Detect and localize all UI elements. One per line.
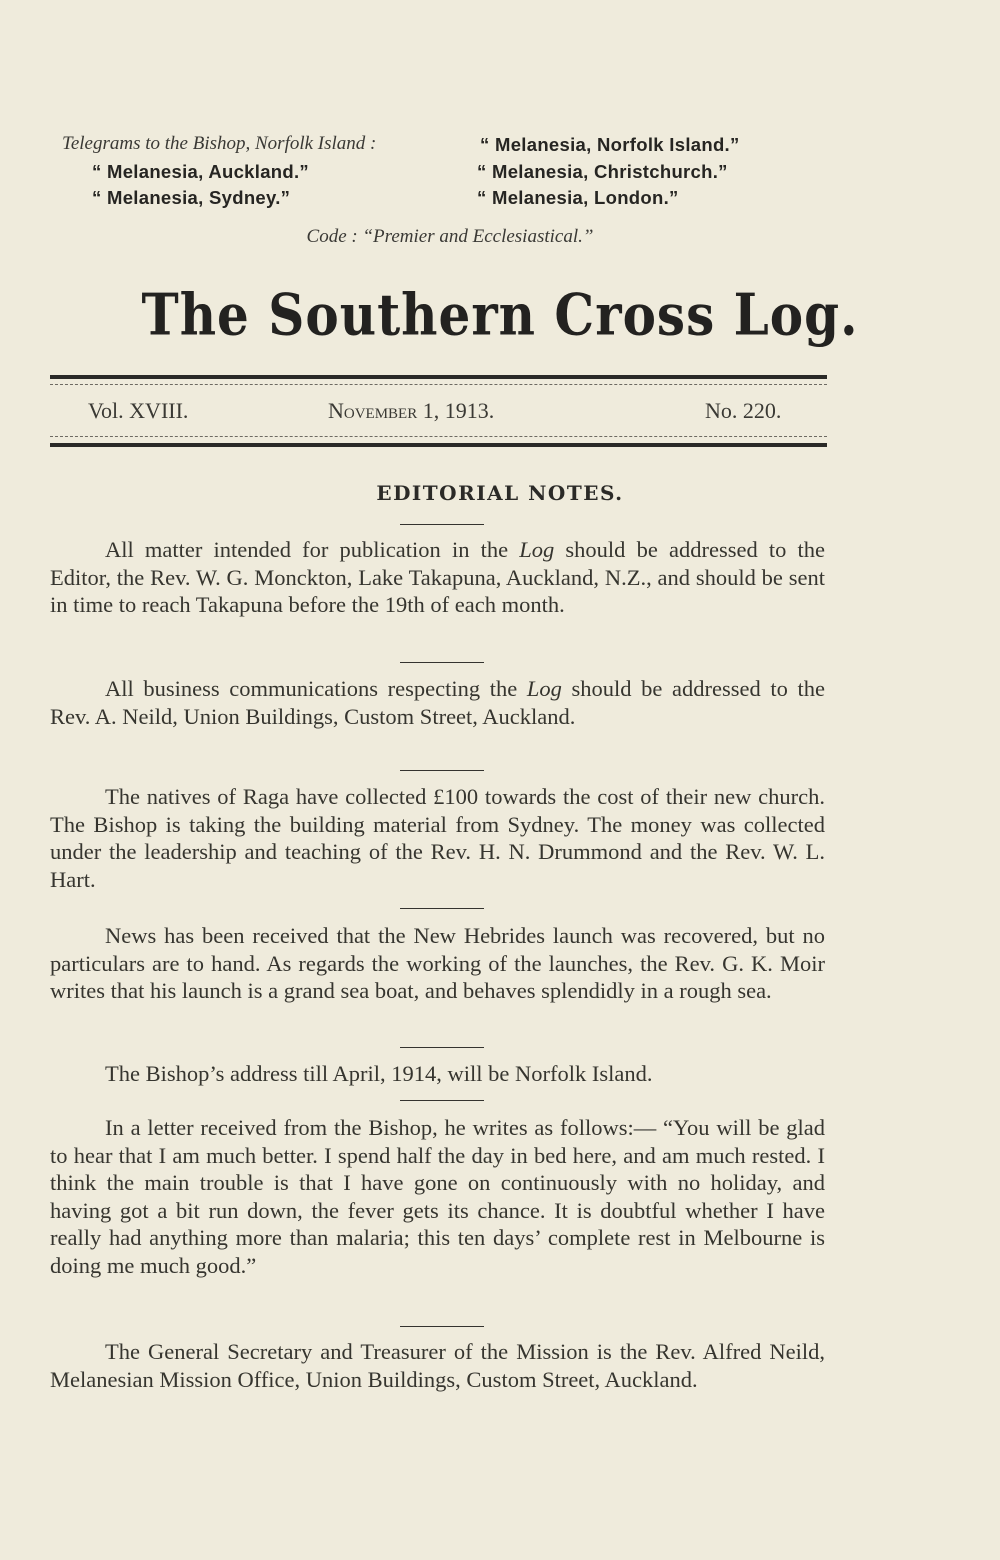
paragraph-launch-news: News has been received that the New Hebrides launch was recovered, but no particulars are to hand. As regards the working of the launches, the Rev. G. K. Moir writes that his launch is a grand sea boat, and behaves splendidly in a rough sea. <box>50 923 825 1004</box>
paragraph-raga-church: The natives of Raga have collected £100 towards the cost of their new church. The Bishop is taking the building material from Sydney. The money was collected under the leadership and teaching of the Rev. H. N. Drummond and the Rev. W. L. Hart. <box>50 784 825 892</box>
header-rule-bottom-thin <box>50 436 827 437</box>
paragraph-bishop-address: The Bishop’s address till April, 1914, will be Norfolk Island. <box>105 1061 653 1086</box>
paragraph-editor-address: All matter intended for publication in the Log should be addressed to the Editor, the Rev. W. G. Monckton, Lake Takapuna, Auckland, N.Z., and should be sent in time to reach Takapuna before the 19th of each month. <box>50 537 825 618</box>
separator-rule <box>400 662 484 663</box>
telegram-address-christchurch: “ Melanesia, Christchurch.” <box>477 161 728 182</box>
telegram-address-norfolk: “ Melanesia, Norfolk Island.” <box>480 134 740 155</box>
telegram-address-london: “ Melanesia, London.” <box>477 187 679 208</box>
article-title: EDITORIAL NOTES. <box>376 481 624 505</box>
header-rule-top <box>50 375 827 379</box>
paragraph-general-secretary: The General Secretary and Treasurer of the Mission is the Rev. Alfred Neild, Melanesian Mission Office, Union Buildings, Custom Street, Auckland. <box>50 1339 825 1392</box>
separator-rule <box>400 1047 484 1048</box>
telegram-address-auckland: “ Melanesia, Auckland.” <box>92 161 309 182</box>
header-rule-bottom <box>50 443 827 447</box>
paragraph-business: All business communications respecting the Log should be addressed to the Rev. A. Neild, Union Buildings, Custom Street, Auckland. <box>50 676 825 729</box>
issue-date: November 1, 1913. <box>328 398 495 423</box>
issue-number: No. 220. <box>705 398 782 423</box>
code-line: Code : “Premier and Ecclesiastical.” <box>306 226 594 247</box>
separator-rule <box>400 908 484 909</box>
telegram-label: Telegrams to the Bishop, Norfolk Island : <box>62 133 377 154</box>
separator-rule <box>400 524 484 525</box>
masthead-title: The Southern Cross Log. <box>141 280 859 349</box>
separator-rule <box>400 1326 484 1327</box>
separator-rule <box>400 1100 484 1101</box>
separator-rule <box>400 770 484 771</box>
volume-number: Vol. XVIII. <box>88 398 189 423</box>
header-rule-top-thin <box>50 384 827 385</box>
telegram-address-sydney: “ Melanesia, Sydney.” <box>92 187 291 208</box>
paragraph-bishop-letter: In a letter received from the Bishop, he writes as follows:— “You will be glad to hear that I am much better. I spend half the day in bed here, and am much rested. I think the main trouble is that I have gone on continuously with no holiday, and having got a bit run down, the fever gets its chance. It is doubtful whether I have really had anything more than malaria; this ten days’ complete rest in Melbourne is doing me much good.” <box>50 1115 825 1278</box>
